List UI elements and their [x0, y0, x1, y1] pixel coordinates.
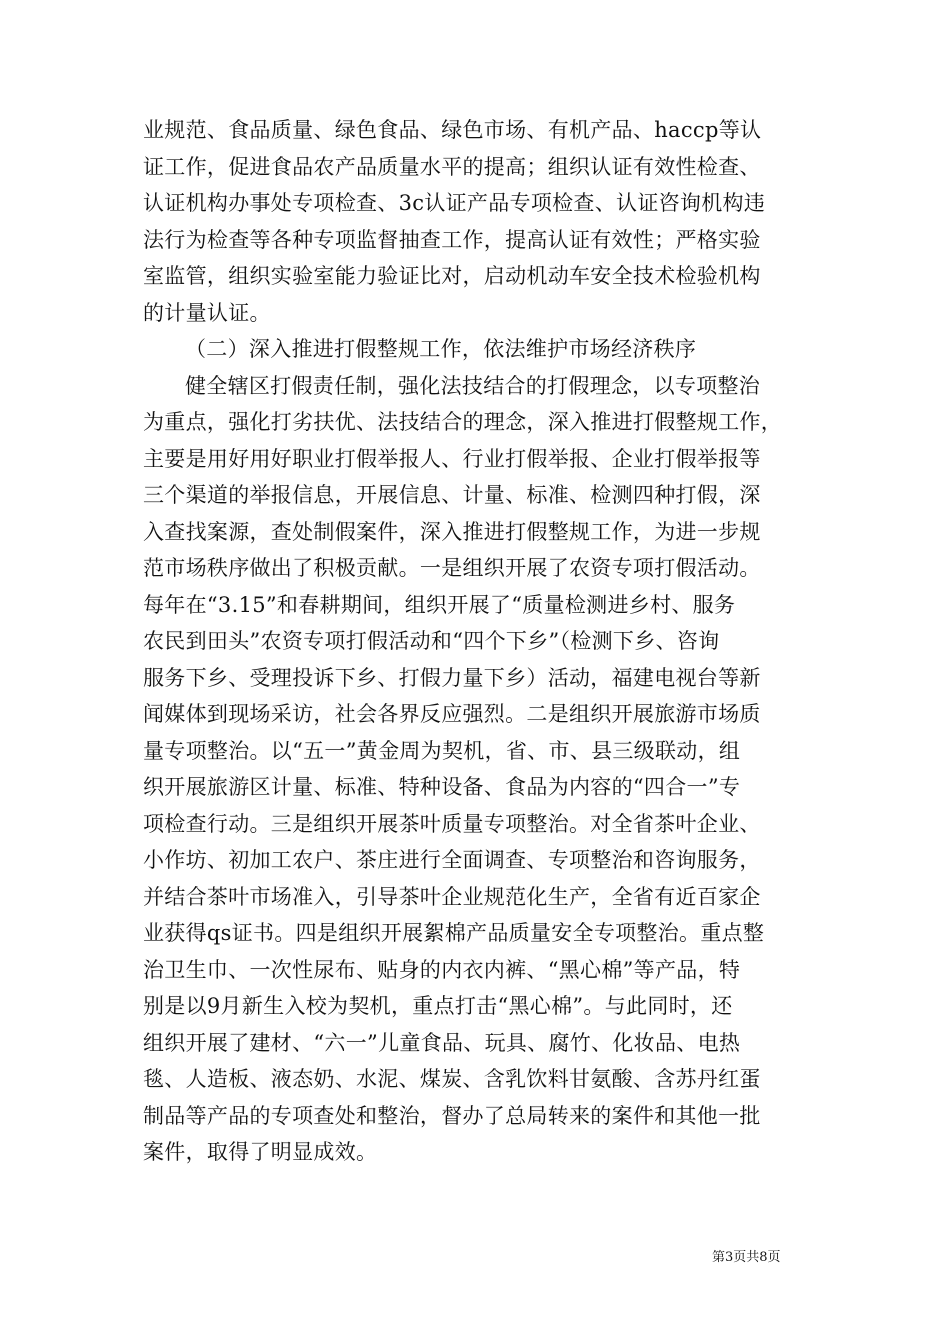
text-line: 案件，取得了明显成效。	[143, 1140, 378, 1164]
text-line: 为重点，强化打劣扶优、法技结合的理念，深入推进打假整规工作，	[143, 410, 782, 434]
text-line: 别是以9月新生入校为契机，重点打击“黑心棉”。与此同时，还	[143, 994, 733, 1018]
text-line: 主要是用好用好职业打假举报人、行业打假举报、企业打假举报等	[143, 446, 761, 471]
text-line: 法行为检查等各种专项监督抽查工作，提高认证有效性；严格实验	[143, 227, 761, 252]
text-line: 业获得qs证书。四是组织开展絮棉产品质量安全专项整治。重点整	[143, 921, 765, 945]
page-number-footer: 第3页共8页	[712, 1250, 781, 1265]
text-line: 健全辖区打假责任制，强化法技结合的打假理念，以专项整治	[185, 373, 761, 398]
text-line: 室监管，组织实验室能力验证比对，启动机动车安全技术检验机构	[143, 264, 761, 288]
text-line: 并结合茶叶市场准入，引导茶叶企业规范化生产，全省有近百家企	[143, 884, 761, 909]
text-line: 证工作，促进食品农产品质量水平的提高；组织认证有效性检查、	[143, 154, 761, 179]
text-line: 治卫生巾、一次性尿布、贴身的内衣内裤、“黑心棉”等产品，特	[143, 957, 741, 982]
text-line: 量专项整治。以“五一”黄金周为契机，省、市、县三级联动，组	[143, 738, 741, 763]
text-line: 项检查行动。三是组织开展茶叶质量专项整治。对全省茶叶企业、	[143, 811, 761, 836]
text-line: 认证机构办事处专项检查、3c认证产品专项检查、认证咨询机构违	[143, 191, 766, 215]
text-line: 的计量认证。	[143, 300, 271, 325]
text-line: 小作坊、初加工农户、茶庄进行全面调查、专项整治和咨询服务，	[143, 848, 761, 872]
text-line: 三个渠道的举报信息，开展信息、计量、标准、检测四种打假，深	[143, 483, 761, 507]
text-line: 组织开展了建材、“六一”儿童食品、玩具、腐竹、化妆品、电热	[143, 1030, 741, 1055]
text-line: 服务下乡、受理投诉下乡、打假力量下乡）活动，福建电视台等新	[143, 665, 761, 690]
document-body	[143, 112, 811, 1171]
text-line: 范市场秩序做出了积极贡献。一是组织开展了农资专项打假活动。	[143, 556, 761, 580]
text-line: 织开展旅游区计量、标准、特种设备、食品为内容的“四合一”专	[143, 775, 741, 799]
text-line: 制品等产品的专项查处和整治，督办了总局转来的案件和其他一批	[143, 1103, 761, 1128]
text-line: （二）深入推进打假整规工作，依法维护市场经济秩序	[185, 337, 697, 361]
text-line: 入查找案源，查处制假案件，深入推进打假整规工作，为进一步规	[143, 519, 761, 544]
text-line: 业规范、食品质量、绿色食品、绿色市场、有机产品、haccp等认	[143, 118, 762, 142]
text-line: 毯、人造板、液态奶、水泥、煤炭、含乳饮料甘氨酸、含苏丹红蛋	[143, 1067, 761, 1091]
text-line: 每年在“3.15”和春耕期间，组织开展了“质量检测进乡村、服务	[143, 592, 736, 617]
text-line: 农民到田头”农资专项打假活动和“四个下乡”（检测下乡、咨询	[143, 629, 720, 653]
text-line: 闻媒体到现场采访，社会各界反应强烈。二是组织开展旅游市场质	[143, 702, 761, 726]
